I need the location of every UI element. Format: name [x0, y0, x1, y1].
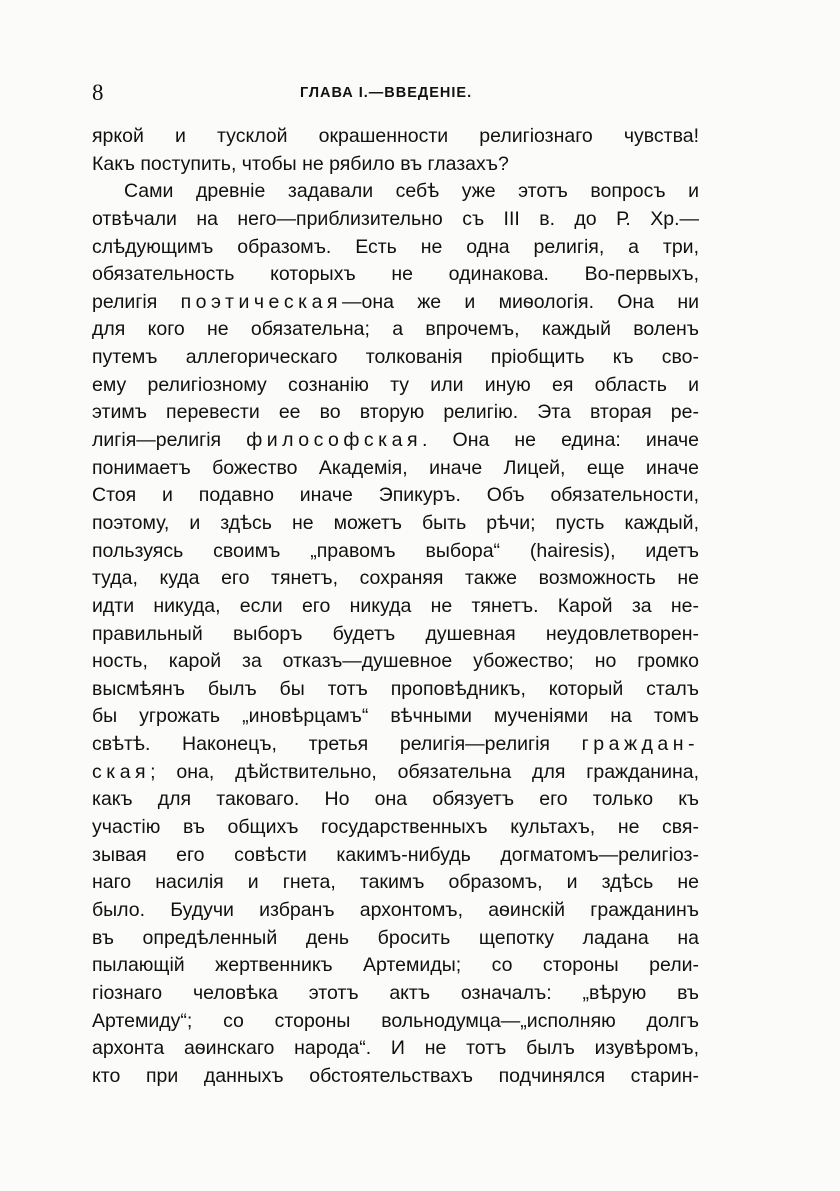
text-line: въ опредѣленный день бросить щепотку ладана на: [92, 926, 699, 949]
text-line: поэтому, и здѣсь не можетъ быть рѣчи; пусть каждый,: [92, 511, 699, 534]
text-line: яркой и тусклой окрашенности религіознаго чувства!: [92, 125, 699, 147]
text-line: для кого не обязательна; а впрочемъ, каждый воленъ: [92, 318, 699, 341]
spaced-emphasis: философская: [246, 429, 423, 452]
text-line: правильный выборъ будетъ душевная неудовлетворен-: [92, 622, 699, 645]
text-line: слѣдующимъ образомъ. Есть не одна религія, а три,: [92, 235, 699, 258]
text-line: пользуясь своимъ „правомъ выбора“ (hairesis), идетъ: [92, 539, 699, 562]
text-block: [92, 123, 699, 1090]
text-line: свѣтѣ. Наконецъ, третья религія—религія граждан-: [92, 733, 699, 756]
text-line: Сами древніе задавали себѣ уже этотъ вопросъ и: [124, 180, 699, 203]
spaced-emphasis: поэтическая: [180, 290, 342, 313]
text-line: ская; она, дѣйствительно, обязательна для гражданина,: [92, 760, 699, 783]
text-line: туда, куда его тянетъ, сохраняя также возможность не: [92, 567, 699, 590]
spaced-emphasis: ская: [92, 760, 151, 783]
text-line: ность, карой за отказъ—душевное убожество; но громко: [92, 650, 699, 673]
text-line: путемъ аллегорическаго толкованія пріобщить къ сво-: [92, 346, 699, 369]
page-number: 8: [92, 80, 104, 105]
text-line: было. Будучи избранъ архонтомъ, аѳинскій гражданинъ: [92, 898, 699, 921]
running-head: ГЛАВА I.—ВВЕДЕНІЕ.: [300, 85, 473, 101]
text-line: зывая его совѣсти какимъ-нибудь догматомъ—религіоз-: [92, 843, 699, 866]
text-line: лигія—религія философская. Она не едина: иначе: [92, 429, 699, 452]
text-line: архонта аѳинскаго народа“. И не тотъ былъ изувѣромъ,: [92, 1037, 699, 1060]
text-line: Какъ поступить, чтобы не рябило въ глазахъ?: [92, 152, 509, 175]
spaced-emphasis: граждан-: [581, 733, 699, 756]
text-line: бы угрожать „иновѣрцамъ“ вѣчными мученіями на томъ: [92, 705, 699, 728]
text-line: пылающій жертвенникъ Артемиды; со стороны рели-: [92, 954, 699, 977]
text-line: ему религіозному сознанію ту или иную ея область и: [92, 373, 699, 396]
text-line: участію въ общихъ государственныхъ культахъ, не свя-: [92, 816, 699, 839]
text-line: наго насилія и гнета, такимъ образомъ, и здѣсь не: [92, 871, 699, 894]
text-line: идти никуда, если его никуда не тянетъ. Карой за не-: [92, 594, 699, 617]
text-line: высмѣянъ былъ бы тотъ проповѣдникъ, который сталъ: [92, 677, 699, 700]
text-line: отвѣчали на него—приблизительно съ III в. до Р. Хр.—: [92, 207, 699, 230]
text-line: этимъ перевести ее во вторую религію. Эта вторая ре-: [92, 401, 699, 424]
text-line: какъ для таковаго. Но она обязуетъ его только къ: [92, 788, 699, 811]
text-line: обязательность которыхъ не одинакова. Во-первыхъ,: [92, 263, 699, 286]
text-line: религія поэтическая—она же и миѳологія. Она ни: [92, 290, 699, 313]
text-line: Стоя и подавно иначе Эпикуръ. Объ обязательности,: [92, 484, 699, 507]
text-line: понимаетъ божество Академія, иначе Лицей, еще иначе: [92, 456, 699, 479]
text-line: кто при данныхъ обстоятельствахъ подчинялся старин-: [92, 1064, 699, 1087]
text-line: гіознаго человѣка этотъ актъ означалъ: „вѣрую въ: [92, 981, 699, 1004]
text-line: Артемиду“; со стороны вольнодумца—„исполняю долгъ: [92, 1009, 699, 1032]
